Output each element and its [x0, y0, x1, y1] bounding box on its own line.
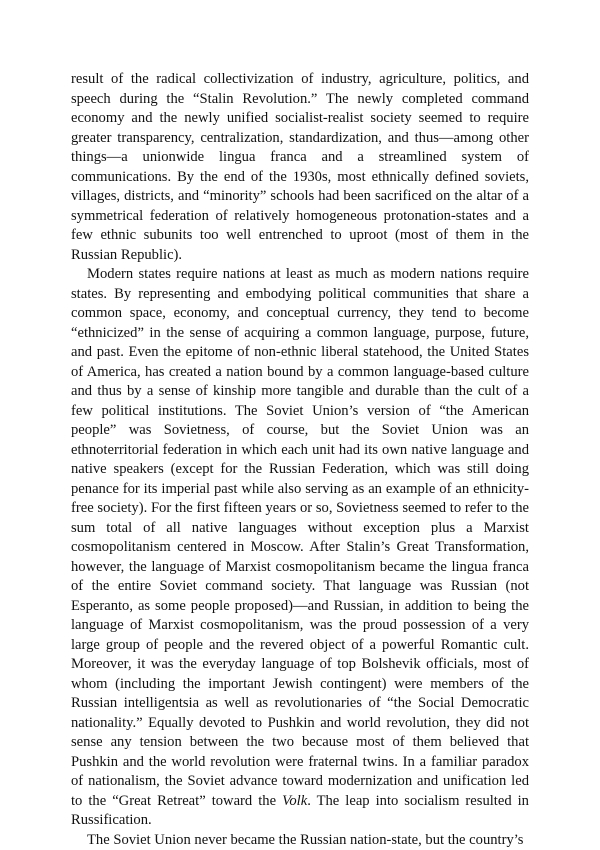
book-page-text [71, 70, 529, 850]
volk-italic: Volk [282, 793, 307, 809]
paragraph-1-text: result of the radical collectivization of industry, agriculture, politics, and speech during the “Stalin Revolution.” The newly completed command economy and the newly unified socialist-realist society seemed to require greater transparency, centralization, standardization, and thus—among other things—a unionwide lingua franca and a streamlined system of communications. By the end of the 1930s, most ethnically defined soviets, villages, districts, and “minority” schools had been sacrificed on the altar of a symmetrical federation of relatively homogeneous protonation-states and a few ethnic subunits too well entrenched to uproot (most of them in the Russian Republic). [71, 71, 529, 263]
paragraph-3 [71, 831, 529, 850]
paragraph-1 [71, 70, 529, 265]
paragraph-2 [71, 265, 529, 831]
paragraph-2-text: Modern states require nations at least as much as modern nations require states. By representing and embodying political communities that share a common space, economy, and conceptual currency, they tend to become “ethnicized” in the sense of acquiring a common language, purpose, future, and past. Even the epitome of non-ethnic liberal statehood, the United States of America, has created a nation bound by a common language-based culture and thus by a sense of kinship more tangible and durable than the cult of a few political institutions. The Soviet Union’s version of “the American people” was Sovietness, of course, but the Soviet Union was an ethnoterritorial federation in which each unit had its own native language and native speakers (except for the Russian Federation, which was still doing penance for its imperial past while also serving as an example of an ethnicity-free society). For the first fifteen years or so, Sovietness seemed to refer to the sum total of all native languages without exception plus a Marxist cosmopolitanism centered in Moscow. After Stalin’s Great Transformation, however, the language of Marxist cosmopolitanism became the lingua franca of the entire Soviet command society. That language was Russian (not Esperanto, as some people proposed)—and Russian, in addition to being the language of Marxist cosmopolitanism, was the proud possession of a very large group of people and the revered object of a powerful Romantic cult. Moreover, it was the everyday language of top Bolshevik officials, most of whom (including the important Jewish contingent) were members of the Russian intelligentsia as well as revolutionaries of “the Social Democratic nationality.” Equally devoted to Pushkin and world revolution, they did not sense any tension between the two because most of them believed that Pushkin and the world revolution were fraternal twins. In a familiar paradox of nationalism, the Soviet advance toward modernization and unification led to the “Great Retreat” toward the [71, 266, 529, 809]
paragraph-2-text-end: . The leap into socialism resulted in Russification. [71, 793, 529, 829]
paragraph-3-text: The Soviet Union never became the Russian nation-state, but the country’s [87, 832, 524, 848]
